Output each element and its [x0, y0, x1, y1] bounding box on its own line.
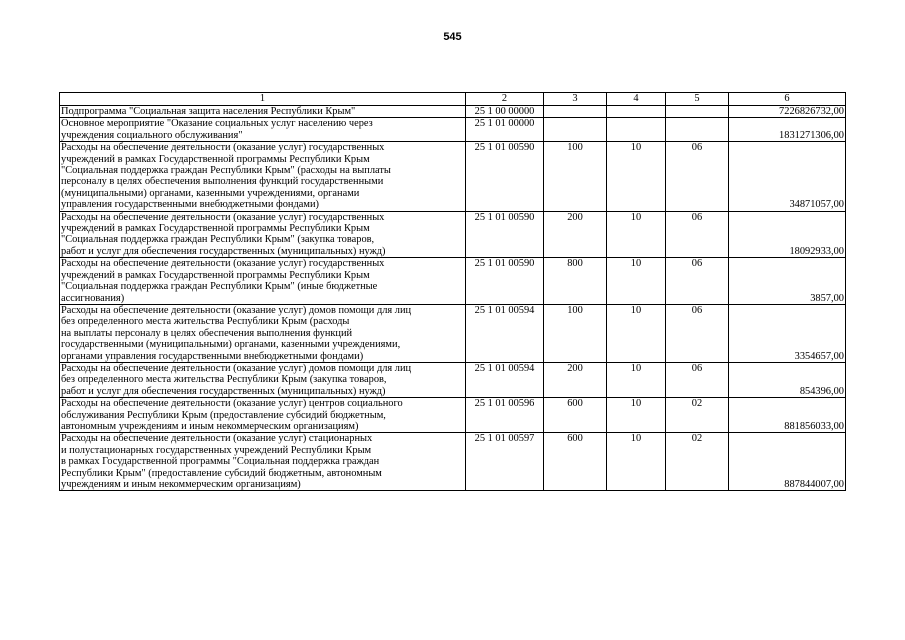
row-name-line: органами управления государственными внебюджетными фондами)	[61, 350, 364, 362]
table-row	[60, 362, 846, 397]
row-name-line: Расходы на обеспечение деятельности (оказание услуг) домов помощи для лиц	[61, 362, 412, 374]
row-name	[60, 118, 466, 142]
row-section: 10	[607, 433, 666, 491]
row-name-line: учреждений в рамках Государственной программы Республики Крым	[61, 223, 370, 235]
row-code: 25 1 01 00596	[466, 398, 544, 433]
table-row	[60, 142, 846, 211]
row-code: 25 1 01 00594	[466, 362, 544, 397]
table-row	[60, 211, 846, 258]
row-code: 25 1 01 00590	[466, 258, 544, 305]
row-name-line: управления государственными внебюджетными фондами)	[61, 199, 319, 211]
row-expense-type: 100	[544, 304, 607, 362]
row-expense-type: 600	[544, 398, 607, 433]
row-name-line: без определенного места жительства Республики Крым (расходы	[61, 316, 350, 328]
row-subsection: 02	[666, 433, 729, 491]
table-row	[60, 433, 846, 491]
table-row	[60, 258, 846, 305]
row-name-line: государственными (муниципальными) органами, казенными учреждениями,	[61, 339, 401, 351]
row-subsection: 06	[666, 211, 729, 258]
header-col-4: 4	[607, 93, 666, 106]
row-code: 25 1 01 00597	[466, 433, 544, 491]
row-code: 25 1 01 00590	[466, 142, 544, 211]
row-subsection: 06	[666, 304, 729, 362]
row-name	[60, 211, 466, 258]
row-name	[60, 258, 466, 305]
row-sum: 887844007,00	[729, 433, 846, 491]
row-name-line: Расходы на обеспечение деятельности (оказание услуг) государственных	[61, 211, 385, 223]
row-sum: 881856033,00	[729, 398, 846, 433]
row-name-line: работ и услуг для обеспечения государственных (муниципальных) нужд)	[61, 245, 386, 257]
header-col-5: 5	[666, 93, 729, 106]
row-expense-type: 100	[544, 142, 607, 211]
row-name-line: персоналу в целях обеспечения выполнения функций государственными	[61, 176, 384, 188]
row-section: 10	[607, 304, 666, 362]
row-subsection: 06	[666, 362, 729, 397]
row-name-line: Подпрограмма "Социальная защита населения Республики Крым"	[61, 106, 356, 117]
row-subsection: 02	[666, 398, 729, 433]
row-section: 10	[607, 211, 666, 258]
row-code: 25 1 01 00000	[466, 118, 544, 142]
row-section: 10	[607, 398, 666, 433]
row-subsection: 06	[666, 142, 729, 211]
row-subsection	[666, 106, 729, 118]
row-expense-type: 200	[544, 362, 607, 397]
header-col-2: 2	[466, 93, 544, 106]
table-row	[60, 398, 846, 433]
row-name-line: "Социальная поддержка граждан Республики Крым" (закупка товаров,	[61, 234, 375, 246]
row-name	[60, 304, 466, 362]
row-name-line: автономным учреждениям и иным некоммерческим организациям)	[61, 420, 359, 432]
row-subsection: 06	[666, 258, 729, 305]
table-row	[60, 106, 846, 118]
row-name-line: Расходы на обеспечение деятельности (оказание услуг) стационарных	[61, 433, 373, 445]
row-sum: 34871057,00	[729, 142, 846, 211]
row-name-line: и полустационарных государственных учреждений Республики Крым	[61, 444, 372, 456]
row-name-line: учреждений в рамках Государственной программы Республики Крым	[61, 153, 370, 165]
row-sum: 3857,00	[729, 258, 846, 305]
row-section: 10	[607, 142, 666, 211]
row-name-line: ассигнования)	[61, 292, 125, 304]
row-name-line: на выплаты персоналу в целях обеспечения выполнения функций	[61, 327, 353, 339]
row-name-line: (муниципальными) органами, казенными учреждениями, органами	[61, 187, 360, 199]
row-expense-type: 200	[544, 211, 607, 258]
row-name-line: "Социальная поддержка граждан Республики Крым" (расходы на выплаты	[61, 165, 391, 177]
row-name	[60, 433, 466, 491]
row-name-line: Расходы на обеспечение деятельности (оказание услуг) государственных	[61, 258, 385, 270]
row-name	[60, 106, 466, 118]
row-expense-type	[544, 106, 607, 118]
row-subsection	[666, 118, 729, 142]
row-name-line: "Социальная поддержка граждан Республики Крым" (иные бюджетные	[61, 281, 378, 293]
row-section	[607, 106, 666, 118]
row-name-line: учреждения социального обслуживания"	[61, 129, 243, 141]
page-number: 545	[443, 31, 462, 43]
row-name-line: Расходы на обеспечение деятельности (оказание услуг) домов помощи для лиц	[61, 304, 412, 316]
row-name-line: Основное мероприятие "Оказание социальных услуг населению через	[61, 118, 373, 130]
row-code: 25 1 01 00594	[466, 304, 544, 362]
row-section	[607, 118, 666, 142]
row-expense-type	[544, 118, 607, 142]
row-expense-type: 600	[544, 433, 607, 491]
row-sum: 1831271306,00	[729, 118, 846, 142]
row-sum: 854396,00	[729, 362, 846, 397]
row-sum: 18092933,00	[729, 211, 846, 258]
row-name	[60, 362, 466, 397]
row-name-line: Расходы на обеспечение деятельности (оказание услуг) центров социального	[61, 398, 403, 410]
table-row	[60, 304, 846, 362]
row-name-line: Республики Крым" (предоставление субсидий бюджетным, автономным	[61, 467, 382, 479]
row-name-line: учреждений в рамках Государственной программы Республики Крым	[61, 269, 370, 281]
budget-table	[59, 92, 846, 491]
row-name-line: работ и услуг для обеспечения государственных (муниципальных) нужд)	[61, 385, 386, 397]
row-section: 10	[607, 258, 666, 305]
row-name	[60, 398, 466, 433]
row-section: 10	[607, 362, 666, 397]
row-code: 25 1 00 00000	[466, 106, 544, 118]
row-name-line: учреждениям и иным некоммерческим организациям)	[61, 479, 301, 490]
row-code: 25 1 01 00590	[466, 211, 544, 258]
table-header-row	[60, 93, 846, 106]
row-expense-type: 800	[544, 258, 607, 305]
header-col-1: 1	[60, 93, 466, 106]
header-col-6: 6	[729, 93, 846, 106]
row-name	[60, 142, 466, 211]
row-name-line: Расходы на обеспечение деятельности (оказание услуг) государственных	[61, 142, 385, 154]
header-col-3: 3	[544, 93, 607, 106]
row-name-line: обслуживания Республики Крым (предоставление субсидий бюджетным,	[61, 409, 386, 421]
row-sum: 3354657,00	[729, 304, 846, 362]
row-name-line: без определенного места жительства Республики Крым (закупка товаров,	[61, 374, 387, 386]
table-row	[60, 118, 846, 142]
row-name-line: в рамках Государственной программы "Социальная поддержка граждан	[61, 456, 380, 468]
row-sum: 7226826732,00	[729, 106, 846, 118]
